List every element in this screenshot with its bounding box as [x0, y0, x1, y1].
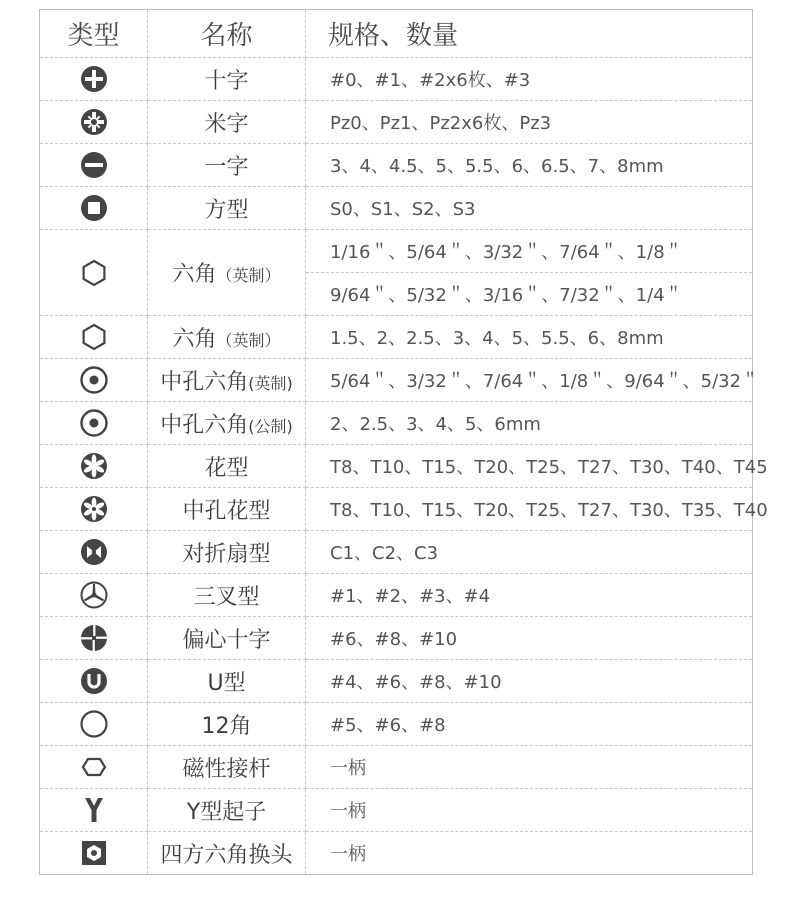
hex-icon — [79, 258, 109, 288]
tool-name: U型 — [207, 670, 246, 696]
tool-name-sub: （英制） — [216, 330, 281, 350]
type-cell — [40, 832, 148, 875]
name-cell — [148, 488, 306, 531]
type-cell — [40, 488, 148, 531]
name-cell — [148, 445, 306, 488]
table-row — [40, 703, 753, 746]
table-row — [40, 617, 753, 660]
name-cell — [148, 316, 306, 359]
tool-name: 三叉型 — [193, 584, 260, 610]
spanner-icon — [79, 537, 109, 567]
spec-cell: T8、T10、T15、T20、T25、T27、T30、T35、T40 — [306, 488, 753, 531]
type-cell — [40, 316, 148, 359]
name-cell — [148, 359, 306, 402]
tool-name: 十字 — [204, 68, 249, 94]
security-torx-icon — [79, 494, 109, 524]
type-cell — [40, 617, 148, 660]
twelve-point-icon — [79, 709, 109, 739]
spec-cell: #0、#1、#2x6枚、#3 — [306, 58, 753, 101]
tool-name: 中孔六角 — [160, 369, 249, 395]
slotted-icon — [79, 150, 109, 180]
header-row — [40, 10, 753, 58]
type-cell — [40, 58, 148, 101]
tool-name: 方型 — [204, 197, 249, 223]
spec-cell: Pz0、Pz1、Pz2x6枚、Pz3 — [306, 101, 753, 144]
name-cell — [148, 660, 306, 703]
table-row — [40, 789, 753, 832]
type-cell — [40, 574, 148, 617]
tool-name: 对折扇型 — [182, 541, 271, 567]
pozidriv-icon — [79, 107, 109, 137]
type-cell — [40, 789, 148, 832]
table-row — [40, 445, 753, 488]
table-row — [40, 144, 753, 187]
spec-cell: #6、#8、#10 — [306, 617, 753, 660]
tool-name: 米字 — [204, 111, 249, 137]
spec-cell: S0、S1、S2、S3 — [306, 187, 753, 230]
tool-name: 六角 — [172, 262, 217, 287]
type-cell — [40, 101, 148, 144]
tool-name: 中孔六角 — [160, 412, 249, 438]
spec-cell: #1、#2、#3、#4 — [306, 574, 753, 617]
type-cell — [40, 531, 148, 574]
spec-cell: 1/16＂、5/64＂、3/32＂、7/64＂、1/8＂ — [306, 230, 753, 273]
spec-cell: #5、#6、#8 — [306, 703, 753, 746]
spec-cell: 5/64＂、3/32＂、7/64＂、1/8＂、9/64＂、5/32＂ — [306, 359, 753, 402]
name-cell — [148, 187, 306, 230]
name-cell — [148, 230, 306, 316]
name-cell — [148, 703, 306, 746]
tri-wing-icon — [79, 580, 109, 610]
spec-cell: 一柄 — [306, 789, 753, 832]
spec-cell: 一柄 — [306, 832, 753, 875]
tool-name: 中孔花型 — [182, 498, 271, 524]
tool-name: 偏心十字 — [182, 627, 271, 653]
torx-icon — [79, 451, 109, 481]
table-row — [40, 488, 753, 531]
table-row — [40, 187, 753, 230]
spec-cell: 1.5、2、2.5、3、4、5、5.5、6、8mm — [306, 316, 753, 359]
table-row — [40, 531, 753, 574]
type-cell — [40, 746, 148, 789]
type-cell — [40, 703, 148, 746]
square-icon — [79, 193, 109, 223]
spec-cell: 9/64＂、5/32＂、3/16＂、7/32＂、1/4＂ — [306, 273, 753, 316]
type-cell — [40, 445, 148, 488]
phillips-icon — [79, 64, 109, 94]
square-hex-adapter-icon — [79, 838, 109, 868]
type-cell — [40, 402, 148, 445]
name-cell — [148, 101, 306, 144]
tool-name-sub: （英制） — [216, 266, 281, 285]
spec-cell: T8、T10、T15、T20、T25、T27、T30、T40、T45 — [306, 445, 753, 488]
name-cell — [148, 574, 306, 617]
tool-name: 磁性接杆 — [182, 756, 271, 782]
header-spec: 规格、数量 — [306, 10, 753, 58]
name-cell — [148, 789, 306, 832]
header-type: 类型 — [40, 10, 148, 58]
table-row — [40, 574, 753, 617]
name-cell — [148, 58, 306, 101]
tool-name: 一字 — [204, 154, 249, 180]
magnetic-extension-icon — [79, 752, 109, 782]
spec-cell: C1、C2、C3 — [306, 531, 753, 574]
table-row — [40, 230, 753, 273]
type-cell — [40, 660, 148, 703]
tool-name: 12角 — [201, 713, 252, 739]
name-cell — [148, 402, 306, 445]
table-row — [40, 402, 753, 445]
type-cell — [40, 230, 148, 316]
table-row — [40, 832, 753, 875]
offset-cross-icon — [79, 623, 109, 653]
spec-table — [39, 9, 768, 875]
u-type-icon — [79, 666, 109, 696]
table-row — [40, 660, 753, 703]
tool-name: Y型起子 — [186, 799, 267, 825]
spec-cell: 一柄 — [306, 746, 753, 789]
tool-name-sub: (英制) — [248, 373, 293, 393]
name-cell — [148, 746, 306, 789]
hole-hex-icon — [79, 408, 109, 438]
tool-name: 花型 — [204, 455, 249, 481]
spec-cell: #4、#6、#8、#10 — [306, 660, 753, 703]
table-row — [40, 58, 753, 101]
name-cell — [148, 617, 306, 660]
table-row — [40, 316, 753, 359]
header-name: 名称 — [148, 10, 306, 58]
table-row — [40, 746, 753, 789]
tool-name: 六角 — [172, 326, 217, 352]
y-driver-icon — [79, 795, 109, 825]
tool-name: 四方六角换头 — [160, 842, 293, 868]
type-cell — [40, 187, 148, 230]
type-cell — [40, 359, 148, 402]
spec-cell: 3、4、4.5、5、5.5、6、6.5、7、8mm — [306, 144, 753, 187]
table-row — [40, 359, 753, 402]
tool-name-sub: (公制) — [248, 416, 293, 436]
hex-icon — [79, 322, 109, 352]
name-cell — [148, 832, 306, 875]
table-row — [40, 101, 753, 144]
hole-hex-icon — [79, 365, 109, 395]
spec-cell: 2、2.5、3、4、5、6mm — [306, 402, 753, 445]
type-cell — [40, 144, 148, 187]
name-cell — [148, 531, 306, 574]
name-cell — [148, 144, 306, 187]
table-body — [40, 58, 768, 875]
